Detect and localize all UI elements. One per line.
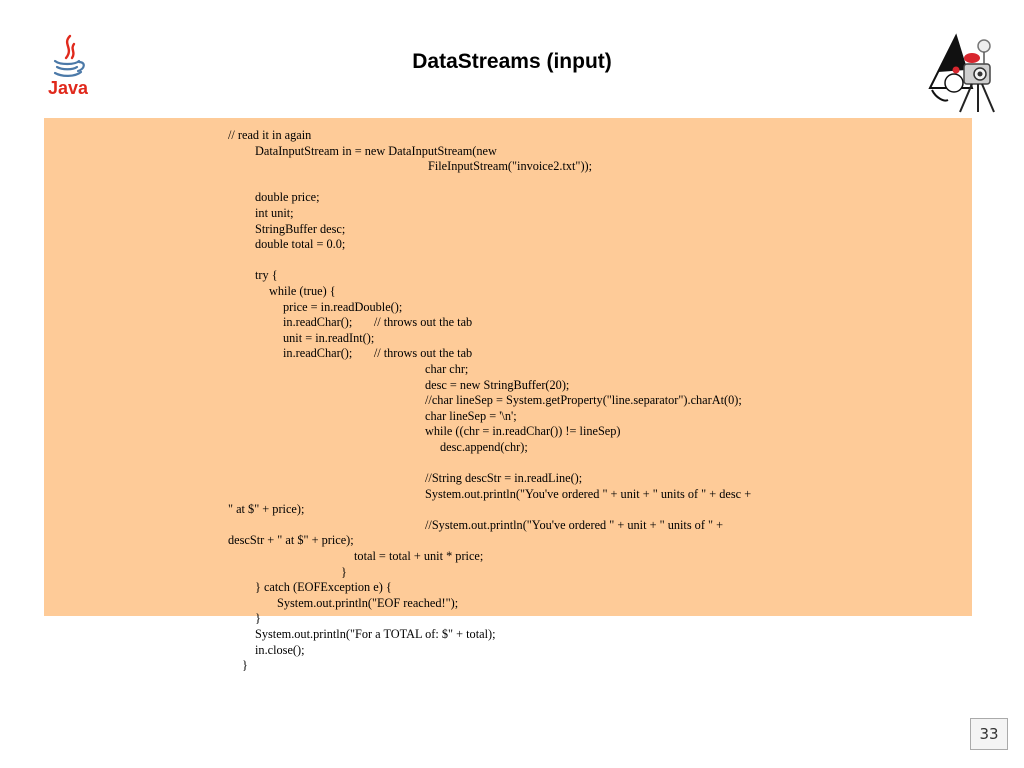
code-line: int unit;: [255, 205, 294, 220]
code-line: total = total + unit * price;: [354, 549, 484, 564]
code-line: in.readChar(); // throws out the tab: [283, 315, 473, 330]
code-line: double price;: [255, 190, 320, 205]
code-line: DataInputStream in = new DataInputStream(new: [255, 143, 497, 158]
code-line: double total = 0.0;: [255, 237, 346, 252]
page-number: 33: [970, 718, 1008, 750]
code-line: //String descStr = in.readLine();: [425, 471, 583, 486]
code-line: System.out.println("EOF reached!");: [277, 595, 459, 610]
code-line: try {: [255, 268, 278, 283]
code-line: unit = in.readInt();: [283, 330, 375, 345]
code-line: } catch (EOFException e) {: [255, 580, 392, 595]
slide-title: DataStreams (input): [412, 50, 612, 73]
code-line: System.out.println("For a TOTAL of: $" + total);: [255, 627, 496, 641]
code-line: // read it in again: [228, 128, 312, 142]
java-logo-text: Java: [48, 78, 88, 98]
code-line: [228, 253, 948, 269]
code-line: " at $" + price);: [228, 502, 305, 517]
duke-camera-icon: [926, 28, 998, 114]
code-line: in.readChar(); // throws out the tab: [283, 346, 473, 361]
code-line: descStr + " at $" + price);: [228, 533, 354, 548]
code-line: }: [255, 611, 261, 626]
code-line: //System.out.println("You've ordered " + unit + " units of " +: [425, 517, 724, 532]
code-line: desc = new StringBuffer(20);: [425, 377, 570, 392]
code-line: }: [341, 564, 347, 579]
code-line: in.close();: [255, 642, 305, 657]
code-line: desc.append(chr);: [440, 439, 528, 454]
code-line: char lineSep = '\n';: [425, 408, 517, 423]
code-block: [228, 128, 948, 674]
code-line: System.out.println("You've ordered " + unit + " units of " + desc +: [425, 486, 752, 501]
code-line: }: [242, 658, 248, 673]
code-line: [228, 175, 948, 191]
code-line: char chr;: [425, 361, 469, 376]
code-line: //char lineSep = System.getProperty("line.separator").charAt(0);: [425, 393, 742, 408]
code-line: price = in.readDouble();: [283, 299, 403, 314]
code-line: while (true) {: [269, 283, 336, 298]
code-line: [228, 455, 948, 471]
code-line: while ((chr = in.readChar()) != lineSep): [425, 424, 621, 439]
code-line: StringBuffer desc;: [255, 221, 346, 236]
code-line: FileInputStream("invoice2.txt"));: [428, 159, 593, 174]
